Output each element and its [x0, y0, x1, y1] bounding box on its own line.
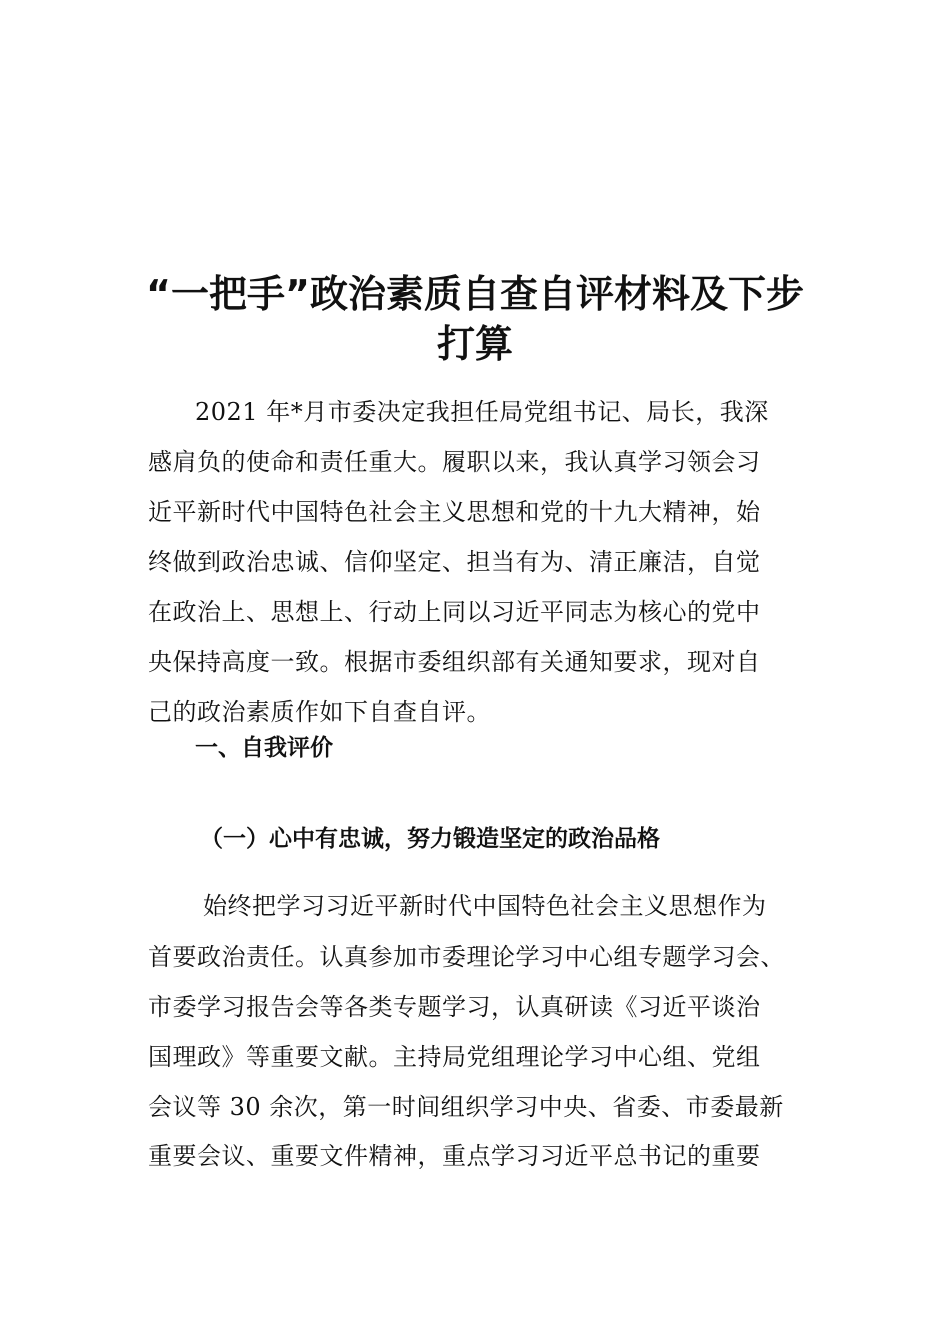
intro-line: 终做到政治忠诚、信仰坚定、担当有为、清正廉洁，自觉: [148, 548, 761, 576]
subsection-heading: （一）心中有忠诚，努力锻造坚定的政治品格: [200, 826, 660, 852]
document-title-line-1: “一把手”政治素质自查自评材料及下步: [146, 272, 804, 316]
intro-line: 央保持高度一致。根据市委组织部有关通知要求，现对自: [148, 648, 761, 676]
body-line: 重要会议、重要文件精神，重点学习习近平总书记的重要: [148, 1142, 761, 1170]
body-line: 会议等 30 余次，第一时间组织学习中央、省委、市委最新: [148, 1093, 784, 1121]
intro-line: 己的政治素质作如下自查自评。: [148, 698, 491, 726]
body-line: 市委学习报告会等各类专题学习，认真研读《习近平谈治: [148, 993, 761, 1021]
intro-line: 感肩负的使命和责任重大。履职以来，我认真学习领会习: [148, 448, 761, 476]
intro-line: 在政治上、思想上、行动上同以习近平同志为核心的党中: [148, 598, 761, 626]
body-line: 首要政治责任。认真参加市委理论学习中心组专题学习会、: [148, 943, 785, 971]
body-line: 始终把学习习近平新时代中国特色社会主义思想作为: [203, 892, 767, 920]
body-line: 国理政》等重要文献。主持局党组理论学习中心组、党组: [148, 1043, 761, 1071]
document-title-line-2: 打算: [436, 322, 513, 366]
intro-line: 近平新时代中国特色社会主义思想和党的十九大精神，始: [148, 498, 761, 526]
intro-line: 2021 年*月市委决定我担任局党组书记、局长，我深: [195, 398, 769, 426]
section-heading: 一、自我评价: [195, 735, 333, 761]
